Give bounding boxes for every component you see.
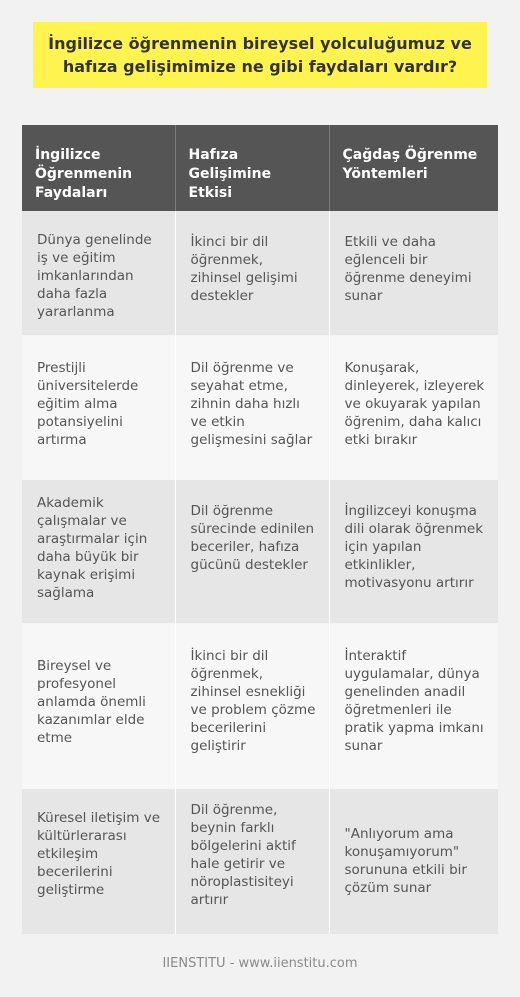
table-row (22, 211, 498, 335)
table-cell: "Anlıyorum ama konuşamıyorum" sorununa etkili bir çözüm sunar (329, 789, 498, 934)
header-benefits: İngilizce Öğrenmenin Faydaları (22, 125, 175, 211)
table-cell: Akademik çalışmalar ve araştırmalar için daha büyük bir kaynak erişimi sağlama (22, 480, 175, 623)
table-cell: İkinci bir dil öğrenmek, zihinsel esnekliği ve problem çözme becerilerini geliştirir (175, 623, 329, 789)
table-cell: Bireysel ve profesyonel anlamda önemli kazanımlar elde etme (22, 623, 175, 789)
table-row (22, 335, 498, 480)
table-row (22, 789, 498, 934)
table-cell: İkinci bir dil öğrenmek, zihinsel gelişimi destekler (175, 211, 329, 335)
table-cell: Konuşarak, dinleyerek, izleyerek ve okuyarak yapılan öğrenim, daha kalıcı etki bırakır (329, 335, 498, 480)
table-row (22, 480, 498, 623)
table-cell: Dil öğrenme, beynin farklı bölgelerini aktif hale getirir ve nöroplastisiteyi artırır (175, 789, 329, 934)
table-cell: İnteraktif uygulamalar, dünya genelinden anadil öğretmenleri ile pratik yapma imkanı sunar (329, 623, 498, 789)
table-cell: Etkili ve daha eğlenceli bir öğrenme deneyimi sunar (329, 211, 498, 335)
table-body (22, 211, 498, 934)
table-cell: İngilizceyi konuşma dili olarak öğrenmek için yapılan etkinlikler, motivasyonu artırır (329, 480, 498, 623)
comparison-table (22, 125, 498, 934)
title-banner (33, 22, 487, 88)
table-cell: Prestijli üniversitelerde eğitim alma potansiyelini artırma (22, 335, 175, 480)
table-cell: Dünya genelinde iş ve eğitim imkanlarından daha fazla yararlanma (22, 211, 175, 335)
footer-credit: IIENSTITU - www.iienstitu.com (162, 956, 358, 971)
header-row (22, 125, 498, 211)
table-row (22, 623, 498, 789)
table-cell: Küresel iletişim ve kültürlerarası etkileşim becerilerini geliştirme (22, 789, 175, 934)
header-modern-methods: Çağdaş Öğrenme Yöntemleri (329, 125, 498, 211)
table-cell: Dil öğrenme sürecinde edinilen beceriler, hafıza gücünü destekler (175, 480, 329, 623)
page-title: İngilizce öğrenmenin bireysel yolculuğumuz ve hafıza gelişimimize ne gibi faydaları vardır? (48, 34, 472, 76)
table-header (22, 125, 498, 211)
header-memory-effect: Hafıza Gelişimine Etkisi (175, 125, 329, 211)
table-cell: Dil öğrenme ve seyahat etme, zihnin daha hızlı ve etkin gelişmesini sağlar (175, 335, 329, 480)
